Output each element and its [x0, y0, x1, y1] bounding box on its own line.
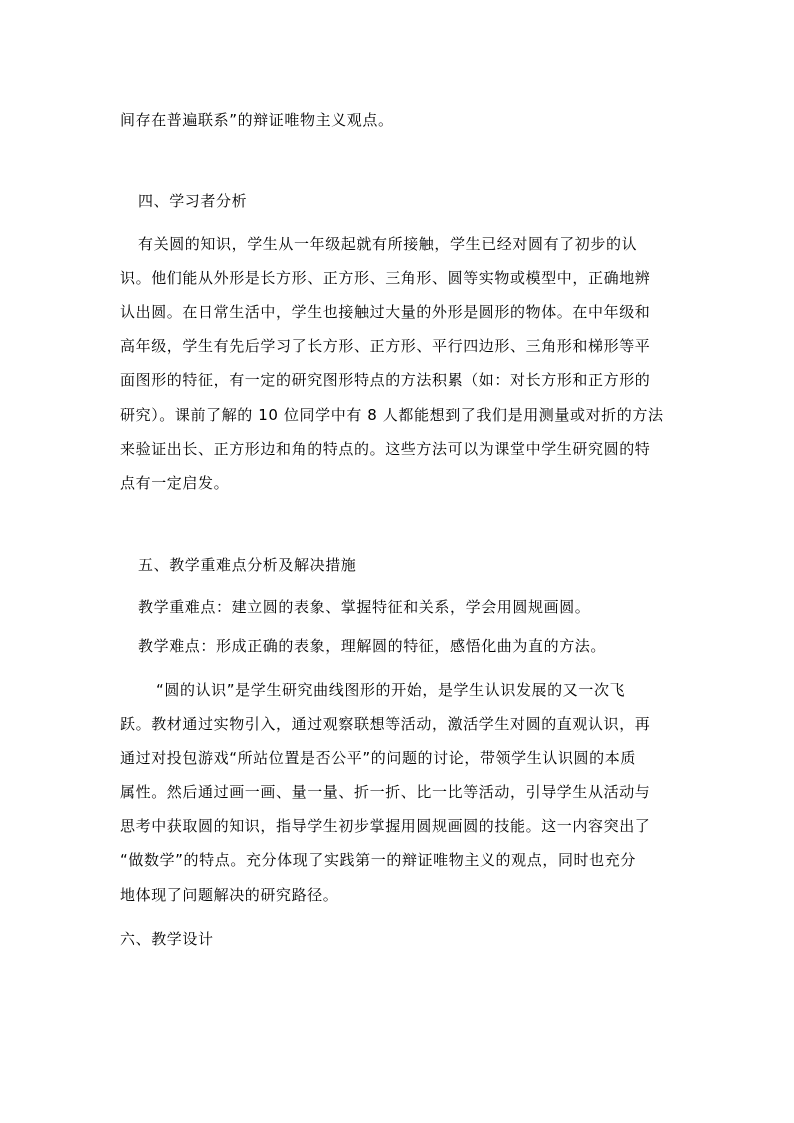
paragraph-line: 面图形的特征，有一定的研究图形特点的方法积累（如：对长方形和正方形的	[120, 371, 651, 389]
paragraph-line: 识。他们能从外形是长方形、正方形、三角形、圆等实物或模型中，正确地辨	[120, 269, 651, 287]
section-heading-teaching-design: 六、教学设计	[120, 930, 214, 948]
paragraph-line: 跃。教材通过实物引入，通过观察联想等活动，激活学生对圆的直观认识，再	[120, 715, 651, 733]
paragraph-line: 地体现了问题解决的研究路径。	[120, 886, 339, 904]
paragraph-line: 点有一定启发。	[120, 474, 230, 492]
continuation-text: 间存在普遍联系”的辩证唯物主义观点。	[120, 111, 394, 129]
paragraph-line: 研究）。课前了解的 10 位同学中有 8 人都能想到了我们是用测量或对折的方法	[120, 406, 664, 424]
paragraph-line: “做数学”的特点。充分体现了实践第一的辩证唯物主义的观点，同时也充分	[120, 851, 636, 869]
section-heading-key-difficult-points: 五、教学重难点分析及解决措施	[138, 556, 357, 574]
difficult-points-line: 教学难点：形成正确的表象，理解圆的特征，感悟化曲为直的方法。	[138, 637, 607, 655]
paragraph-line: “圆的认识”是学生研究曲线图形的开始，是学生认识发展的又一次飞	[156, 681, 626, 699]
paragraph-line: 认出圆。在日常生活中，学生也接触过大量的外形是圆形的物体。在中年级和	[120, 303, 651, 321]
paragraph-line: 属性。然后通过画一画、量一量、折一折、比一比等活动，引导学生从活动与	[120, 783, 651, 801]
paragraph-line: 通过对投包游戏“所站位置是否公平”的问题的讨论，带领学生认识圆的本质	[120, 749, 636, 767]
section-heading-learner-analysis: 四、学习者分析	[138, 192, 248, 210]
paragraph-line: 高年级，学生有先后学习了长方形、正方形、平行四边形、三角形和梯形等平	[120, 337, 651, 355]
paragraph-line: 有关圆的知识，学生从一年级起就有所接触，学生已经对圆有了初步的认	[138, 235, 638, 253]
key-points-line: 教学重难点：建立圆的表象、掌握特征和关系，学会用圆规画圆。	[138, 598, 591, 616]
paragraph-line: 思考中获取圆的知识，指导学生初步掌握用圆规画圆的技能。这一内容突出了	[120, 817, 651, 835]
paragraph-line: 来验证出长、正方形边和角的特点的。这些方法可以为课堂中学生研究圆的特	[120, 440, 651, 458]
